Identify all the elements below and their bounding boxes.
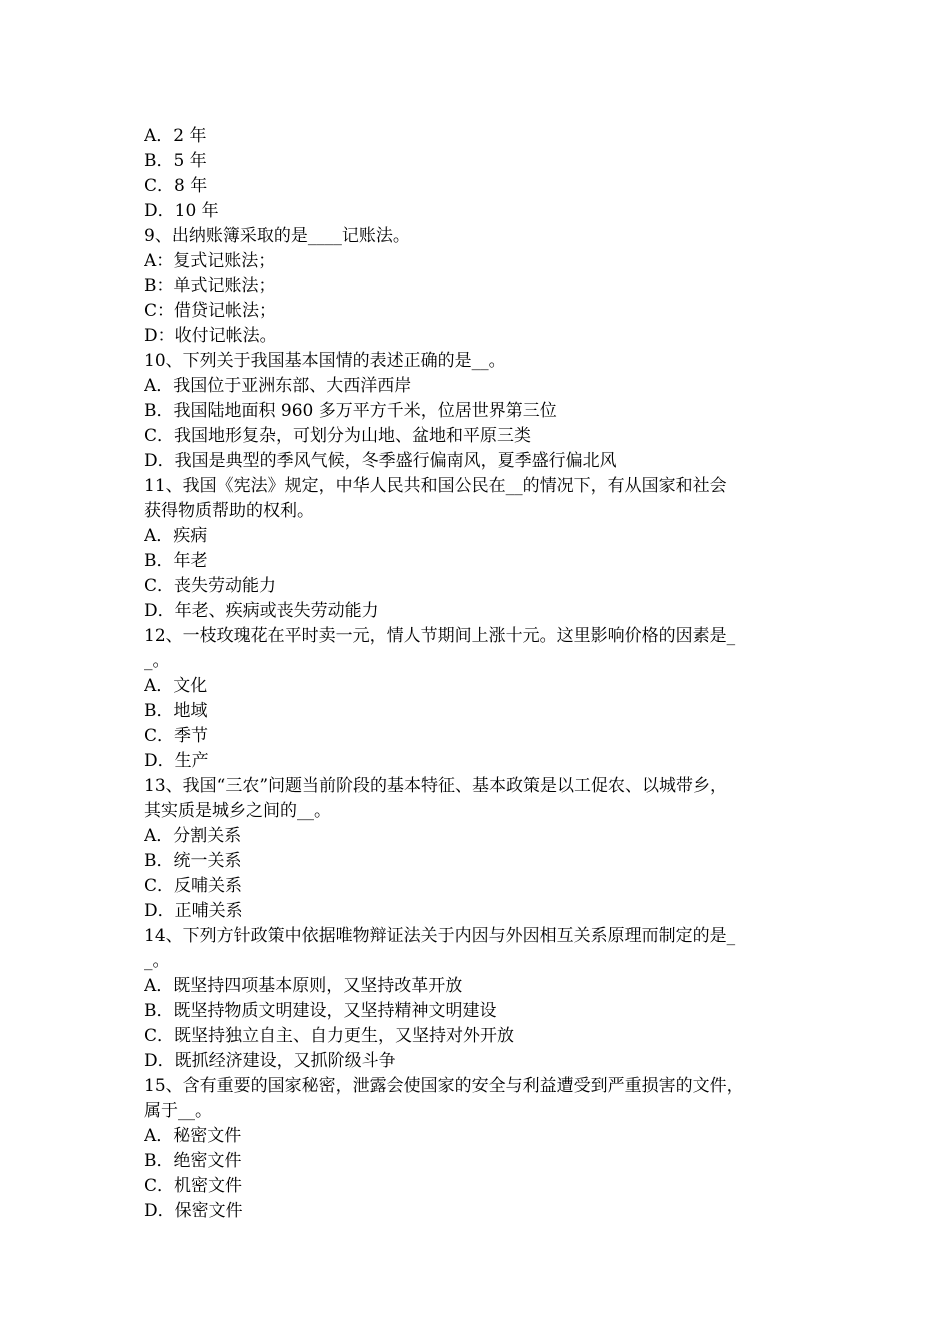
text-line: C．我国地形复杂，可划分为山地、盆地和平原三类 <box>144 426 532 446</box>
text-line: 15、含有重要的国家秘密，泄露会使国家的安全与利益遭受到严重损害的文件， <box>144 1076 744 1096</box>
text-line: 14、下列方针政策中依据唯物辩证法关于内因与外因相互关系原理而制定的是_ <box>144 926 736 946</box>
text-line: A．文化 <box>144 676 208 696</box>
text-line: 12、一枝玫瑰花在平时卖一元，情人节期间上涨十元。这里影响价格的因素是_ <box>144 626 736 646</box>
text-line: B．5 年 <box>144 151 207 171</box>
text-line: D．保密文件 <box>144 1201 243 1221</box>
text-line: A．2 年 <box>144 126 207 146</box>
text-line: C．8 年 <box>144 176 208 196</box>
text-line: B．我国陆地面积 960 多万平方千米，位居世界第三位 <box>144 401 557 421</box>
text-line: D．既抓经济建设，又抓阶级斗争 <box>144 1051 396 1071</box>
text-line: 其实质是城乡之间的__。 <box>144 801 331 821</box>
text-line: C．机密文件 <box>144 1176 243 1196</box>
text-line: B．既坚持物质文明建设，又坚持精神文明建设 <box>144 1001 497 1021</box>
text-line: C．既坚持独立自主、自力更生，又坚持对外开放 <box>144 1026 515 1046</box>
text-line: D．10 年 <box>144 201 219 221</box>
text-line: D．年老、疾病或丧失劳动能力 <box>144 601 379 621</box>
text-line: C．反哺关系 <box>144 876 243 896</box>
text-line: _。 <box>144 651 170 671</box>
text-line: C．丧失劳动能力 <box>144 576 277 596</box>
text-line: A．我国位于亚洲东部、大西洋西岸 <box>144 376 412 396</box>
document-page <box>144 124 824 1224</box>
text-line: 9、出纳账簿采取的是____记账法。 <box>144 226 410 246</box>
text-line: 11、我国《宪法》规定，中华人民共和国公民在__的情况下，有从国家和社会 <box>144 476 727 496</box>
text-line: A．分割关系 <box>144 826 242 846</box>
text-line: 13、我国“三农”问题当前阶段的基本特征、基本政策是以工促农、以城带乡， <box>144 776 728 796</box>
text-line: B．绝密文件 <box>144 1151 242 1171</box>
text-line: C：借贷记帐法； <box>144 301 277 321</box>
text-line: B：单式记账法； <box>144 276 276 296</box>
text-line: B．年老 <box>144 551 208 571</box>
text-line: D．我国是典型的季风气候，冬季盛行偏南风，夏季盛行偏北风 <box>144 451 617 471</box>
text-line: D：收付记帐法。 <box>144 326 277 346</box>
text-line: A．既坚持四项基本原则，又坚持改革开放 <box>144 976 463 996</box>
text-line: D．生产 <box>144 751 209 771</box>
text-line: 属于__。 <box>144 1101 212 1121</box>
text-line: A：复式记账法； <box>144 251 276 271</box>
text-line: A．疾病 <box>144 526 208 546</box>
text-line: C．季节 <box>144 726 209 746</box>
text-line: 获得物质帮助的权利。 <box>144 501 314 521</box>
text-line: 10、下列关于我国基本国情的表述正确的是__。 <box>144 351 506 371</box>
text-line: _。 <box>144 951 170 971</box>
text-line: D．正哺关系 <box>144 901 243 921</box>
text-line: A．秘密文件 <box>144 1126 242 1146</box>
text-line: B．地域 <box>144 701 208 721</box>
text-line: B．统一关系 <box>144 851 242 871</box>
